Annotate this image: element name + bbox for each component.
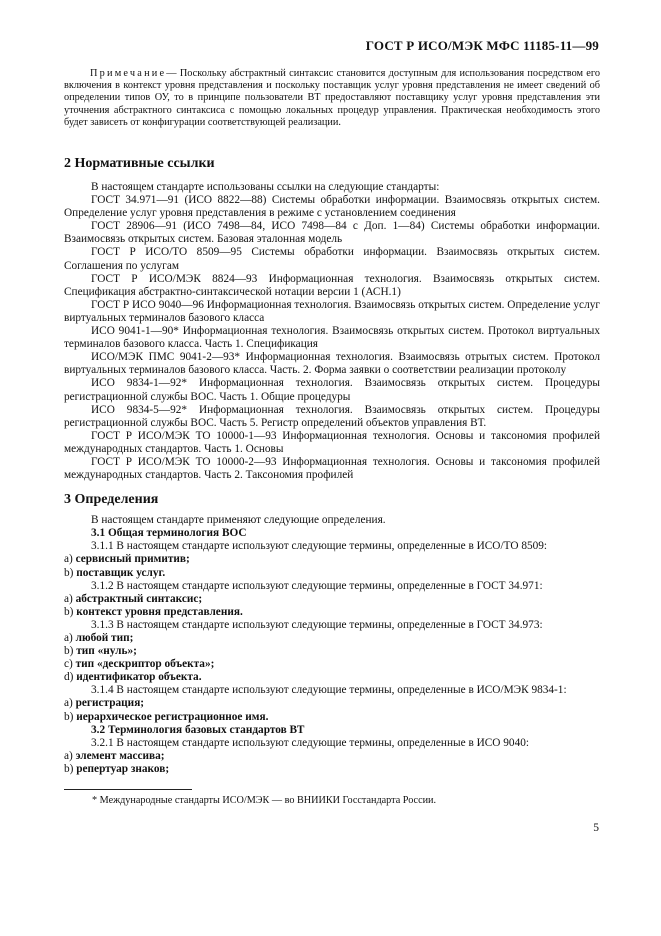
- list-item: b) поставщик услуг.: [64, 566, 166, 579]
- clause-3-1-1: 3.1.1 В настоящем стандарте используют следующие термины, определенные в ИСО/ТО 8509:: [91, 540, 548, 553]
- list-item: c) тип «дескриптор объекта»;: [64, 658, 215, 671]
- section-2-intro: В настоящем стандарте использованы ссылки на следующие стандарты:: [91, 181, 440, 194]
- note-paragraph: [64, 68, 600, 129]
- list-item: a) сервисный примитив;: [64, 553, 190, 566]
- section-2-title: 2 Нормативные ссылки: [64, 156, 215, 172]
- page-number: 5: [593, 822, 599, 834]
- list-item: a) абстрактный синтаксис;: [64, 592, 203, 605]
- reference-item: ГОСТ 28906—91 (ИСО 7498—84, ИСО 7498—84 с Доп. 1—84) Системы обработки информации. Взаимосвязь открытых систем. Базовая эталонная модель: [64, 220, 600, 246]
- reference-item: ГОСТ 34.971—91 (ИСО 8822—88) Системы обработки информации. Взаимосвязь открытых систем. Определение услуг уровня представления в режиме с установлением соединения: [64, 194, 600, 220]
- clause-3-1-2: 3.1.2 В настоящем стандарте используют следующие термины, определенные в ГОСТ 34.971:: [91, 579, 543, 592]
- note-label: Примечание: [90, 68, 167, 79]
- document-body: [64, 68, 600, 776]
- reference-item: ИСО/МЭК ПМС 9041-2—93* Информационная технология. Взаимосвязь отрытых систем. Протокол виртуальных терминалов базового класса. Часть. 2. Форма заявки о соответствии реализации протоколу: [64, 351, 600, 377]
- note-text: — Поскольку абстрактный синтаксис становится доступным для использования посредством его включения в контекст уровня представления и поскольку поставщик услуг уровня представления не имеет сведений об определении типов ОУ, то в принципе пользователи ВТ предоставляют поставщику услуг уровня представления эти уточнения абстрактного синтаксиса с помощью локальных процедур управления. Практическая необходимость этого будет зависеть от конфигурации соответствующей реализации.: [64, 68, 600, 128]
- reference-item: ИСО 9834-5—92* Информационная технология. Взаимосвязь открытых систем. Процедуры регистрационной службы ВОС. Часть 5. Регистр определений объектов управления ВТ.: [64, 403, 600, 429]
- reference-item: ИСО 9041-1—90* Информационная технология. Взаимосвязь открытых систем. Протокол виртуальных терминалов базового класса. Часть 1. Спецификация: [64, 325, 600, 351]
- reference-item: ГОСТ Р ИСО/МЭК 8824—93 Информационная технология. Взаимосвязь открытых систем. Спецификация абстрактно-синтаксической нотации версии 1 (АСН.1): [64, 272, 600, 298]
- document-header: ГОСТ Р ИСО/МЭК МФС 11185-11—99: [365, 38, 599, 53]
- list-item: a) любой тип;: [64, 632, 134, 645]
- list-item: a) регистрация;: [64, 697, 145, 710]
- reference-item: ИСО 9834-1—92* Информационная технология. Взаимосвязь открытых систем. Процедуры регистрационной службы ВОС. Часть 1. Общие процедуры: [64, 377, 600, 403]
- list-item: b) иерархическое регистрационное имя.: [64, 710, 269, 723]
- list-item: b) тип «нуль»;: [64, 645, 137, 658]
- clause-3-1-4: 3.1.4 В настоящем стандарте используют следующие термины, определенные в ИСО/МЭК 9834-1:: [91, 684, 567, 697]
- list-item: a) элемент массива;: [64, 749, 165, 762]
- subsection-3-1-title: 3.1 Общая терминология ВОС: [91, 527, 247, 540]
- reference-item: ГОСТ Р ИСО/ТО 8509—95 Системы обработки информации. Взаимосвязь открытых систем. Соглашения по услугам: [64, 246, 600, 272]
- reference-item: ГОСТ Р ИСО/МЭК ТО 10000-1—93 Информационная технология. Основы и таксономия профилей международных стандартов. Часть 1. Основы: [64, 429, 600, 455]
- subsection-3-2-title: 3.2 Терминология базовых стандартов ВТ: [91, 723, 305, 736]
- clause-3-1-3: 3.1.3 В настоящем стандарте используют следующие термины, определенные в ГОСТ 34.973:: [91, 618, 543, 631]
- reference-item: ГОСТ Р ИСО/МЭК ТО 10000-2—93 Информационная технология. Основы и таксономия профилей международных стандартов. Часть 2. Таксономия профилей: [64, 455, 600, 482]
- footnote: * Международные стандарты ИСО/МЭК — во ВНИИКИ Госстандарта России.: [92, 795, 437, 806]
- list-item: d) идентификатор объекта.: [64, 671, 202, 684]
- section-3-intro: В настоящем стандарте применяют следующие определения.: [91, 514, 386, 527]
- reference-item: ГОСТ Р ИСО 9040—96 Информационная технология. Взаимосвязь открытых систем. Определение услуг виртуальных терминалов базового класса: [64, 298, 600, 324]
- list-item: b) контекст уровня представления.: [64, 605, 243, 618]
- section-3-title: 3 Определения: [64, 492, 159, 508]
- footnote-divider: [64, 789, 192, 790]
- clause-3-2-1: 3.2.1 В настоящем стандарте используют следующие термины, определенные в ИСО 9040:: [91, 736, 530, 749]
- list-item: b) репертуар знаков;: [64, 762, 170, 775]
